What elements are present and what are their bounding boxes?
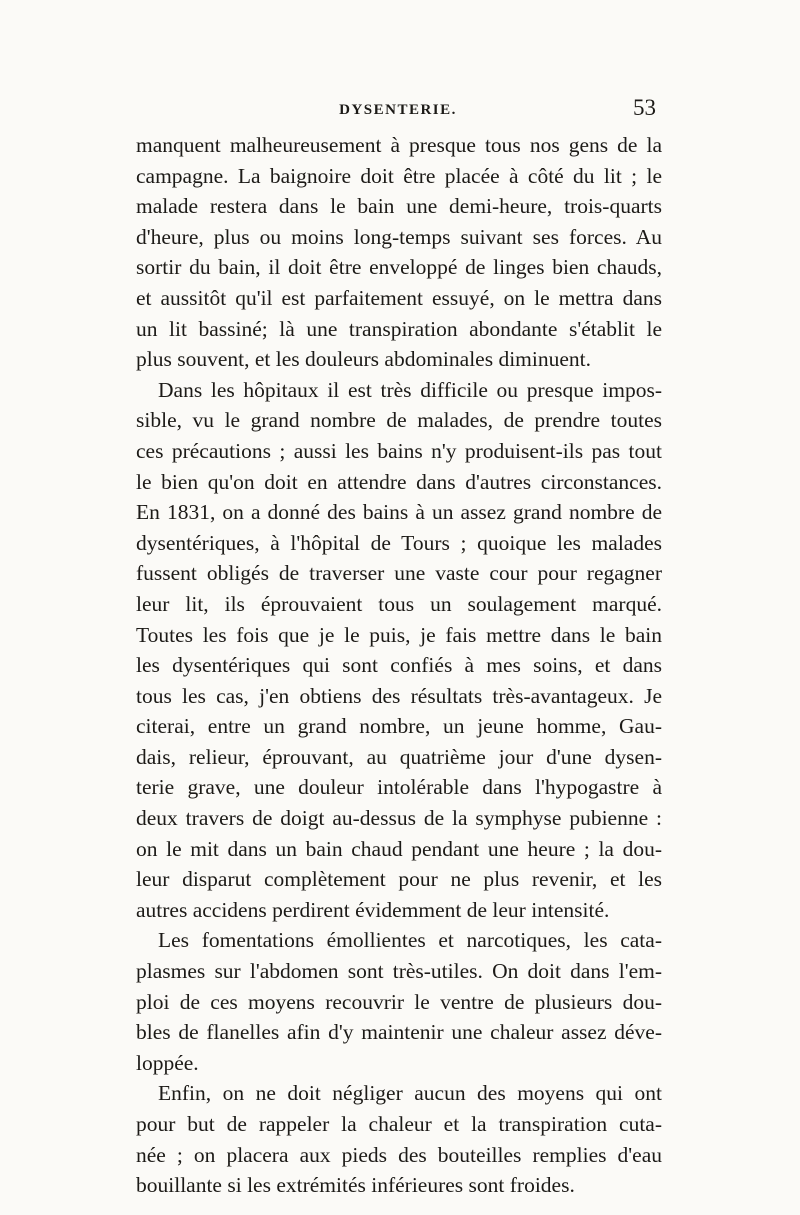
text-line: sible, vu le grand nombre de malades, de prendre toutes bbox=[136, 408, 662, 433]
paragraph bbox=[136, 130, 662, 375]
running-head bbox=[138, 95, 658, 128]
text-line: bles de flanelles afin d'y maintenir une chaleur assez déve- bbox=[136, 1020, 662, 1045]
text-line: dysentériques, à l'hôpital de Tours ; quoique les malades bbox=[136, 530, 662, 555]
text-line: un lit bassiné; là une transpiration abondante s'établit le bbox=[136, 316, 662, 341]
text-line: Dans les hôpitaux il est très difficile ou presque impos- bbox=[158, 377, 662, 402]
page-number: 53 bbox=[633, 95, 656, 120]
text-line: manquent malheureusement à presque tous nos gens de la bbox=[136, 133, 662, 157]
text-line: En 1831, on a donné des bains à un assez grand nombre de bbox=[136, 500, 662, 525]
text-line: campagne. La baignoire doit être placée à côté du lit ; le bbox=[136, 163, 662, 188]
text-line: et aussitôt qu'il est parfaitement essuyé, on le mettra dans bbox=[136, 285, 662, 310]
paragraph bbox=[136, 1078, 662, 1200]
paragraph bbox=[136, 375, 662, 926]
text-line: le bien qu'on doit en attendre dans d'autres circonstances. bbox=[136, 469, 662, 494]
paragraph bbox=[136, 925, 662, 1078]
text-line: tous les cas, j'en obtiens des résultats très-avantageux. Je bbox=[136, 683, 662, 708]
text-line: fussent obligés de traverser une vaste cour pour regagner bbox=[136, 561, 662, 586]
text-line: autres accidens perdirent évidemment de leur intensité. bbox=[136, 897, 610, 922]
text-line: on le mit dans un bain chaud pendant une heure ; la dou- bbox=[136, 836, 662, 861]
text-line: née ; on placera aux pieds des bouteilles remplies d'eau bbox=[136, 1142, 662, 1167]
text-line: bouillante si les extrémités inférieures sont froides. bbox=[136, 1173, 575, 1198]
text-line: plasmes sur l'abdomen sont très-utiles. On doit dans l'em- bbox=[136, 959, 662, 984]
text-line: d'heure, plus ou moins long-temps suivant ses forces. Au bbox=[136, 224, 662, 249]
text-line: Enfin, on ne doit négliger aucun des moyens qui ont bbox=[158, 1081, 662, 1106]
text-line: dais, relieur, éprouvant, au quatrième jour d'une dysen- bbox=[136, 744, 662, 769]
text-line: malade restera dans le bain une demi-heure, trois-quarts bbox=[136, 194, 662, 219]
body-text bbox=[136, 130, 662, 1201]
text-line: citerai, entre un grand nombre, un jeune homme, Gau- bbox=[136, 714, 662, 739]
text-line: sortir du bain, il doit être enveloppé de linges bien chauds, bbox=[136, 255, 662, 280]
text-line: les dysentériques qui sont confiés à mes soins, et dans bbox=[136, 653, 662, 678]
text-line: pour but de rappeler la chaleur et la transpiration cuta- bbox=[136, 1112, 662, 1136]
running-title: DYSENTERIE. bbox=[339, 102, 457, 118]
text-line: plus souvent, et les douleurs abdominales diminuent. bbox=[136, 347, 592, 372]
text-line: Toutes les fois que je le puis, je fais mettre dans le bain bbox=[136, 622, 662, 647]
text-line: Les fomentations émollientes et narcotiques, les cata- bbox=[158, 928, 662, 953]
text-line: deux travers de doigt au-dessus de la symphyse pubienne : bbox=[136, 806, 662, 831]
text-line: ploi de ces moyens recouvrir le ventre de plusieurs dou- bbox=[136, 989, 662, 1014]
text-line: ces précautions ; aussi les bains n'y produisent-ils pas tout bbox=[136, 438, 662, 463]
text-line: leur lit, ils éprouvaient tous un soulagement marqué. bbox=[136, 591, 662, 616]
text-line: loppée. bbox=[136, 1050, 199, 1075]
text-line: terie grave, une douleur intolérable dans l'hypogastre à bbox=[136, 775, 662, 800]
text-line: leur disparut complètement pour ne plus revenir, et les bbox=[136, 867, 662, 892]
